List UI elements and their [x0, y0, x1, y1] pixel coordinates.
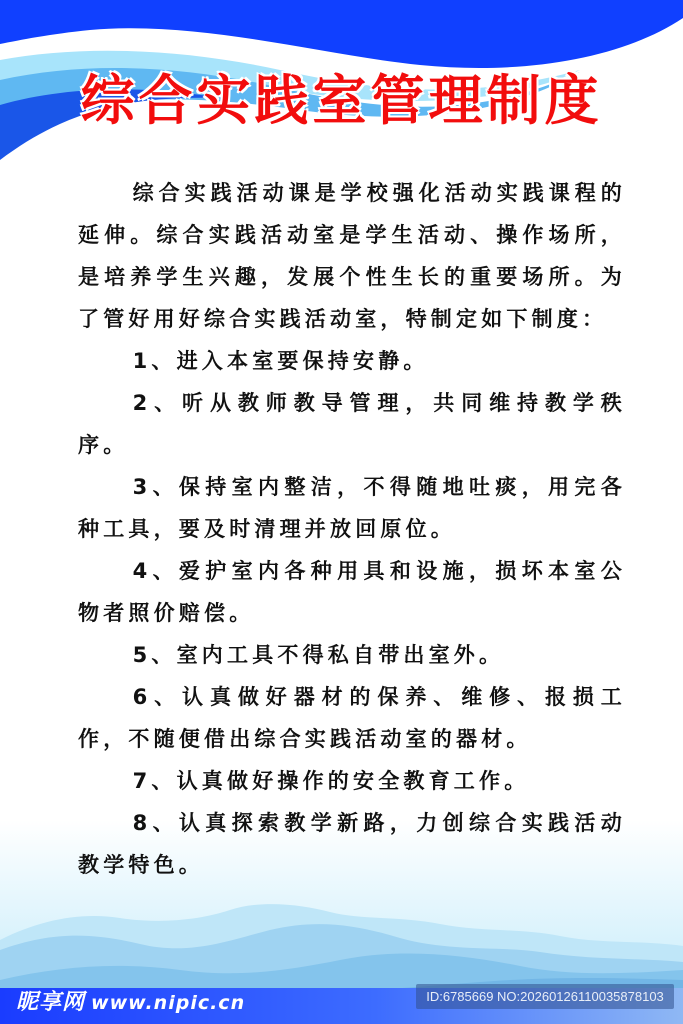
poster-title: 综合实践室管理制度	[80, 69, 603, 132]
rule-item-1: 1、进入本室要保持安静。	[132, 349, 429, 373]
regulation-body	[78, 172, 626, 886]
rule-item-5: 5、室内工具不得私自带出室外。	[132, 643, 505, 667]
watermark-logo	[16, 985, 245, 1016]
rule-item-7: 7、认真做好操作的安全教育工作。	[132, 769, 530, 793]
rule-item-2: 2、听从教师教导管理，共同维持教学秩序。	[78, 391, 626, 457]
watermark-logo-text: 昵享网	[16, 990, 86, 1015]
rule-item-4: 4、爱护室内各种用具和设施，损坏本室公物者照价赔偿。	[78, 559, 626, 625]
watermark-url: www.nipic.cn	[91, 992, 246, 1014]
rule-item-8: 8、认真探索教学新路，力创综合实践活动教学特色。	[78, 811, 626, 877]
watermark-id-badge: ID:6785669 NO:20260126110035878103	[416, 984, 674, 1009]
rule-item-6: 6、认真做好器材的保养、维修、报损工作，不随便借出综合实践活动室的器材。	[78, 685, 626, 751]
rule-item-3: 3、保持室内整洁，不得随地吐痰，用完各种工具，要及时清理并放回原位。	[78, 475, 626, 541]
intro-paragraph: 综合实践活动课是学校强化活动实践课程的延伸。综合实践活动室是学生活动、操作场所，是培养学生兴趣，发展个性生长的重要场所。为了管好用好综合实践活动室，特制定如下制度：	[78, 181, 626, 331]
